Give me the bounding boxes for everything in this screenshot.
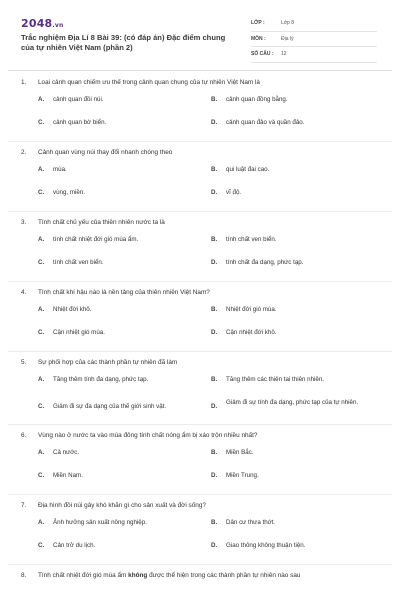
option-a[interactable]: A. Nhiệt đới khô.	[38, 306, 92, 313]
question-text: Loại cảnh quan chiếm ưu thế trong cảnh quan chung của tự nhiên Việt Nam là	[38, 79, 260, 86]
option-b[interactable]: B. Dân cư thưa thớt.	[211, 519, 276, 526]
option-a[interactable]: A. tính chất nhiệt đới gió mùa ẩm.	[38, 236, 139, 243]
site-logo[interactable]	[21, 17, 63, 30]
option-b[interactable]: B. tính chất ven biển.	[211, 236, 277, 243]
option-d[interactable]: D. Giao thông không thuận tiện.	[211, 542, 306, 549]
question-text: Tính chất khí hậu nào là nền tảng của thiên nhiên Việt Nam?	[38, 289, 210, 296]
option-c[interactable]: C. Cận nhiệt gió mùa.	[38, 329, 105, 336]
option-d[interactable]: D. vĩ độ.	[211, 189, 242, 196]
meta-table	[251, 16, 377, 63]
option-b[interactable]: B. Tăng thêm các thiên tai thiên nhiên.	[211, 376, 325, 383]
question-number: 1.	[21, 79, 27, 86]
question-number: 6.	[21, 432, 27, 439]
question-1	[0, 78, 400, 148]
meta-label: LỚP :	[251, 20, 265, 27]
question-2	[0, 148, 400, 218]
question-number: 7.	[21, 502, 27, 509]
option-d[interactable]: D. Cận nhiệt đới khô.	[211, 329, 277, 336]
question-text: Địa hình đồi núi gây khó khăn gì cho sản xuất và đời sống?	[38, 502, 206, 509]
option-c[interactable]: C. vùng, miền.	[38, 189, 85, 196]
option-d[interactable]: D. cảnh quan đảo và quần đảo.	[211, 119, 305, 126]
option-c[interactable]: C. Miền Nam.	[38, 472, 83, 479]
question-text: Tính chất nhiệt đới gió mùa ẩm không được thể hiện trong các thành phần tự nhiên nào sau	[38, 572, 301, 579]
header-divider	[8, 70, 392, 71]
option-a[interactable]: A. Tăng thêm tính đa dạng, phức tạp.	[38, 376, 149, 383]
question-3	[0, 218, 400, 288]
option-d[interactable]: D. tính chất đa dạng, phức tạp.	[211, 259, 304, 266]
page-title: Trắc nghiệm Địa Lí 8 Bài 39: (có đáp án) Đặc điểm chung của tự nhiên Việt Nam (phần 2)	[21, 33, 226, 52]
option-c[interactable]: C. Giảm đi sự đa dạng của thế giới sinh vật.	[38, 403, 167, 410]
logo-name: 2048	[21, 17, 53, 30]
option-b[interactable]: B. qui luật đai cao.	[211, 166, 270, 173]
option-a[interactable]: A. Ảnh hưởng sản xuất nông nghiệp.	[38, 519, 147, 526]
question-number: 5.	[21, 359, 27, 366]
meta-row-class	[251, 16, 377, 32]
option-c[interactable]: C. Cản trở du lịch.	[38, 542, 96, 549]
question-5	[0, 358, 400, 431]
option-a[interactable]: A. mùa.	[38, 166, 67, 173]
option-b[interactable]: B. Miền Bắc.	[211, 449, 254, 456]
meta-label: SỐ CÂU :	[251, 51, 274, 58]
question-4	[0, 288, 400, 358]
meta-label: MÔN :	[251, 35, 266, 42]
question-7	[0, 501, 400, 571]
meta-value: Địa lý	[281, 35, 294, 42]
option-b[interactable]: B. cảnh quan đồng bằng.	[211, 96, 288, 103]
meta-value: Lớp 8	[281, 20, 295, 27]
option-a[interactable]: A. Cả nước.	[38, 449, 80, 456]
question-number: 8.	[21, 572, 27, 579]
question-number: 3.	[21, 219, 27, 226]
meta-value: 12	[281, 51, 287, 58]
logo-tld: .vn	[52, 22, 64, 29]
document-header	[0, 0, 400, 64]
meta-row-subject	[251, 32, 377, 48]
question-list	[0, 78, 400, 580]
question-6	[0, 431, 400, 501]
question-number: 2.	[21, 149, 27, 156]
option-b[interactable]: B. Nhiệt đới gió mùa.	[211, 306, 277, 313]
question-text: Sự phối hợp của các thành phần tự nhiên đã làm	[38, 359, 178, 366]
question-8	[0, 571, 400, 580]
question-text: Tính chất chủ yếu của thiên nhiên nước ta là	[38, 219, 165, 226]
question-number: 4.	[21, 289, 27, 296]
meta-row-count	[251, 47, 377, 63]
option-a[interactable]: A. cảnh quan đồi núi.	[38, 96, 104, 103]
option-d[interactable]: D. Miền Trung.	[211, 472, 259, 479]
option-d[interactable]: D. Giảm đi sự tính đa dạng, phức tạp của tự nhiên.	[211, 399, 359, 410]
question-text: Cảnh quan vùng núi thay đổi nhanh chóng theo	[38, 149, 173, 156]
option-c[interactable]: C. tính chất ven biển.	[38, 259, 104, 266]
question-text: Vùng nào ở nước ta vào mùa đông tính chất nóng ẩm bị xáo trộn nhiều nhất?	[38, 432, 258, 439]
option-c[interactable]: C. cảnh quan bờ biển.	[38, 119, 107, 126]
